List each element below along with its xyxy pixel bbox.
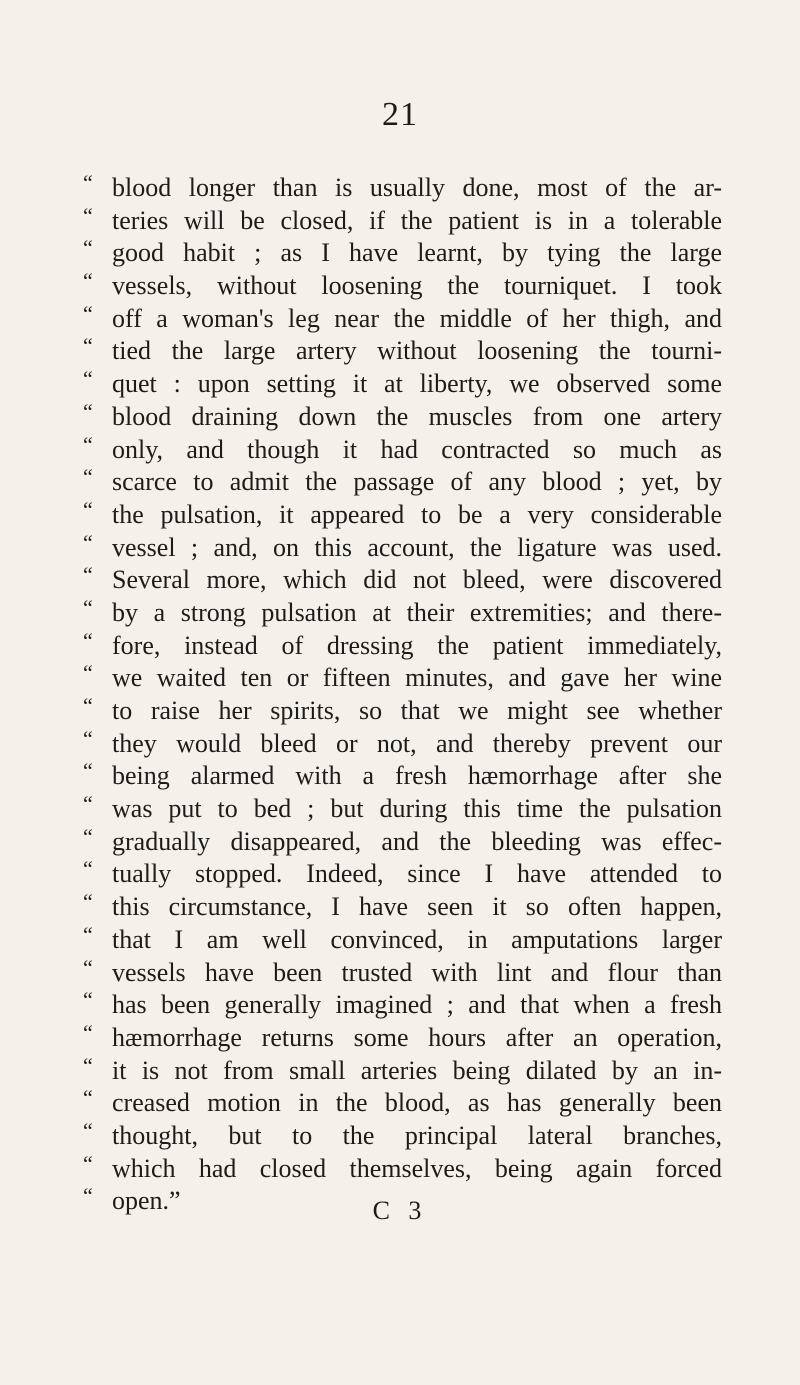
quote-mark: “ [83, 202, 93, 228]
quote-mark: “ [83, 791, 93, 817]
quote-mark: “ [83, 235, 93, 261]
text-line: “ this circumstance, I have seen it so often happen, [86, 891, 722, 924]
text-line: “ vessels, without loosening the tourniquet. I took [86, 270, 722, 303]
quote-mark: “ [83, 300, 93, 326]
text-line: “ vessels have been trusted with lint and flour than [86, 957, 722, 990]
page-number: 21 [382, 96, 418, 133]
quote-mark: “ [83, 921, 93, 947]
text-line: “ tied the large artery without loosening the tourni- [86, 335, 722, 368]
text-line: “ blood draining down the muscles from one artery [86, 401, 722, 434]
text-line: “ only, and though it had contracted so much as [86, 434, 722, 467]
quote-mark: “ [83, 594, 93, 620]
body-text [83, 170, 722, 1218]
text-line: “ scarce to admit the passage of any blood ; yet, by [86, 466, 722, 499]
text-line: “ thought, but to the principal lateral branches, [86, 1120, 722, 1153]
text-line: “ teries will be closed, if the patient is in a tolerable [86, 205, 722, 238]
text-line: “ gradually disappeared, and the bleeding was effec- [86, 826, 722, 859]
text-line: “ which had closed themselves, being again forced [86, 1153, 722, 1186]
quote-mark: “ [83, 1150, 93, 1176]
text-line: “ being alarmed with a fresh hæmorrhage after she [86, 760, 722, 793]
quote-mark: “ [83, 1183, 93, 1209]
quote-mark: “ [83, 268, 93, 294]
quote-mark: “ [83, 170, 93, 195]
text-line: “ creased motion in the blood, as has generally been [86, 1087, 722, 1120]
text-line: “ by a strong pulsation at their extremities; and there- [86, 597, 722, 630]
text-line: “ was put to bed ; but during this time the pulsation [86, 793, 722, 826]
text-line: “ vessel ; and, on this account, the ligature was used. [86, 532, 722, 565]
quote-mark: “ [83, 431, 93, 457]
quote-mark: “ [83, 1117, 93, 1143]
text-line: “ tually stopped. Indeed, since I have attended to [86, 858, 722, 891]
quote-mark: “ [83, 464, 93, 490]
quote-mark: “ [83, 725, 93, 751]
quote-mark: “ [83, 889, 93, 915]
quote-mark: “ [83, 1019, 93, 1045]
text-line: “ quet : upon setting it at liberty, we observed some [86, 368, 722, 401]
text-line: “ good habit ; as I have learnt, by tying the large [86, 237, 722, 270]
text-line: “ the pulsation, it appeared to be a very considerable [86, 499, 722, 532]
quote-mark: “ [83, 529, 93, 555]
quote-mark: “ [83, 627, 93, 653]
quote-mark: “ [83, 987, 93, 1013]
text-line: “ hæmorrhage returns some hours after an operation, [86, 1022, 722, 1055]
text-line: “ Several more, which did not bleed, were discovered [86, 564, 722, 597]
quote-mark: “ [83, 398, 93, 424]
text-line: “ to raise her spirits, so that we might see whether [86, 695, 722, 728]
text-line: “ open.” [86, 1185, 722, 1218]
quote-mark: “ [83, 1085, 93, 1111]
quote-mark: “ [83, 954, 93, 980]
text-line: “ fore, instead of dressing the patient immediately, [86, 630, 722, 663]
quote-mark: “ [83, 758, 93, 784]
text-line: “ we waited ten or fifteen minutes, and gave her wine [86, 662, 722, 695]
text-line: “ it is not from small arteries being dilated by an in- [86, 1055, 722, 1088]
quote-mark: “ [83, 366, 93, 392]
text-line: “ has been generally imagined ; and that when a fresh [86, 989, 722, 1022]
quote-mark: “ [83, 562, 93, 588]
text-line: “ they would bleed or not, and thereby prevent our [86, 728, 722, 761]
signature-mark: C 3 [372, 1196, 428, 1225]
quote-mark: “ [83, 1052, 93, 1078]
text-line: “ that I am well convinced, in amputations larger [86, 924, 722, 957]
quote-mark: “ [83, 496, 93, 522]
quote-mark: “ [83, 693, 93, 718]
quote-mark: “ [83, 333, 93, 359]
text-line: “ off a woman's leg near the middle of her thigh, and [86, 303, 722, 336]
text-line: “ blood longer than is usually done, most of the ar- [86, 172, 722, 205]
quote-mark: “ [83, 823, 93, 849]
quote-mark: “ [83, 660, 93, 686]
quote-mark: “ [83, 856, 93, 882]
